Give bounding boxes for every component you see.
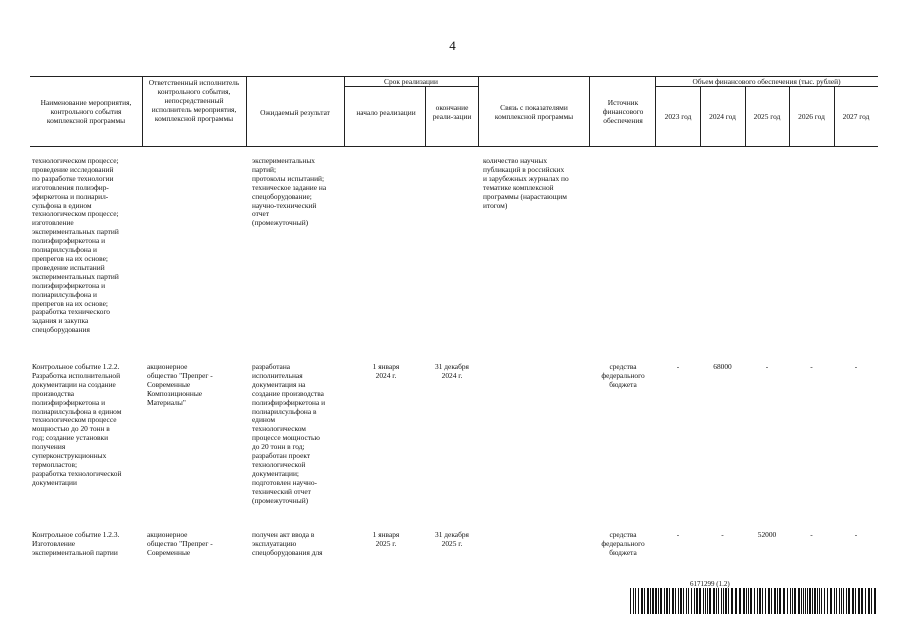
cell-funding: 52000	[757, 530, 777, 539]
cell-funding: -	[854, 530, 858, 539]
header-link: Связь с показателями комплексной программы	[494, 103, 574, 121]
page-number: 4	[449, 38, 456, 53]
cell-funding: -	[721, 530, 724, 539]
cell-funding: -	[765, 362, 769, 371]
cell-start: 1 января 2024 г.	[372, 362, 400, 380]
header-year: 2025 год	[753, 112, 781, 121]
header-source: Источник финансового обеспечения	[602, 98, 644, 125]
cell-result: разработана исполнительная документация на создание производства полиэфирэфиркетона и полиарилсульфона в едином технологическом процессе мощностью до 20 тонн в год; разработан проект технологической документации; подготовлен научно- технический отчет (промежуточный)	[252, 362, 326, 505]
cell-source: средства федерального бюджета	[601, 362, 645, 389]
header-funding: Объем финансового обеспечения (тыс. рублей)	[692, 77, 841, 86]
cell-funding: -	[676, 530, 680, 539]
barcode-image	[630, 588, 877, 614]
header-year: 2024 год	[709, 112, 736, 121]
cell-source: средства федерального бюджета	[601, 530, 645, 557]
cell-funding: -	[810, 530, 813, 539]
cell-responsible: акционерное общество "Препрег - Современные Композиционные Материалы"	[147, 362, 213, 407]
cell-name: Контрольное событие 1.2.3. Изготовление экспериментальной партии	[32, 530, 120, 557]
header-end: окончание реали-зации	[432, 103, 472, 121]
cell-start: 1 января 2025 г.	[372, 530, 400, 548]
cell-end: 31 декабря 2025 г.	[435, 530, 469, 548]
cell-funding: -	[810, 362, 813, 371]
cell-end: 31 декабря 2024 г.	[435, 362, 469, 380]
header-responsible: Ответственный исполнитель контрольного события, непосредственный исполнитель мероприятия, комплексной программы	[148, 78, 240, 123]
cell-link: количество научных публикаций в российских и зарубежных журналах по тематике комплексной программы (нарастающим итогом)	[483, 156, 569, 210]
header-result: Ожидаемый результат	[260, 108, 330, 117]
header-period: Срок реализации	[384, 77, 438, 86]
cell-responsible: акционерное общество "Препрег - Современные	[147, 530, 213, 557]
header-name: Наименование мероприятия, контрольного события комплексной программы	[40, 98, 132, 125]
barcode-number: 6171299 (1.2)	[690, 580, 730, 588]
header-year: 2023 год	[664, 112, 692, 121]
header-year: 2026 год	[798, 112, 825, 121]
cell-funding: -	[676, 362, 680, 371]
cell-funding: -	[854, 362, 858, 371]
header-start: начало реализации	[356, 108, 416, 117]
cell-result: получен акт ввода в эксплуатацию спецоборудования для	[252, 530, 323, 557]
cell-name: технологическом процессе; проведение исследований по разработке технологии изготовления полиэфир- эфиркетона и полиарил- сульфона в едином технологическом процессе; изготовление экспериментальных партий полиэфирэфиркетона и полиарилсульфона и препрегов на их основе; проведение испытаний экспериментальных партий полиэфирэфиркетона и полиарилсульфона и препрегов на их основе; разработка технического задания и закупка спецоборудования	[32, 156, 119, 335]
cell-name: Контрольное событие 1.2.2. Разработка исполнительной документации на создание производства полиэфирэфиркетона и полиарилсульфона в едином технологическом процессе мощностью до 20 тонн в год; создание установки получения суперконструкционных термопластов; разработка технологической документации	[32, 362, 122, 487]
header-year: 2027 год	[842, 112, 870, 121]
cell-result: экспериментальных партий; протоколы испытаний; техническое задание на спецоборудование; научно-технический отчет (промежуточный)	[252, 156, 327, 228]
cell-funding: 68000	[713, 362, 732, 371]
